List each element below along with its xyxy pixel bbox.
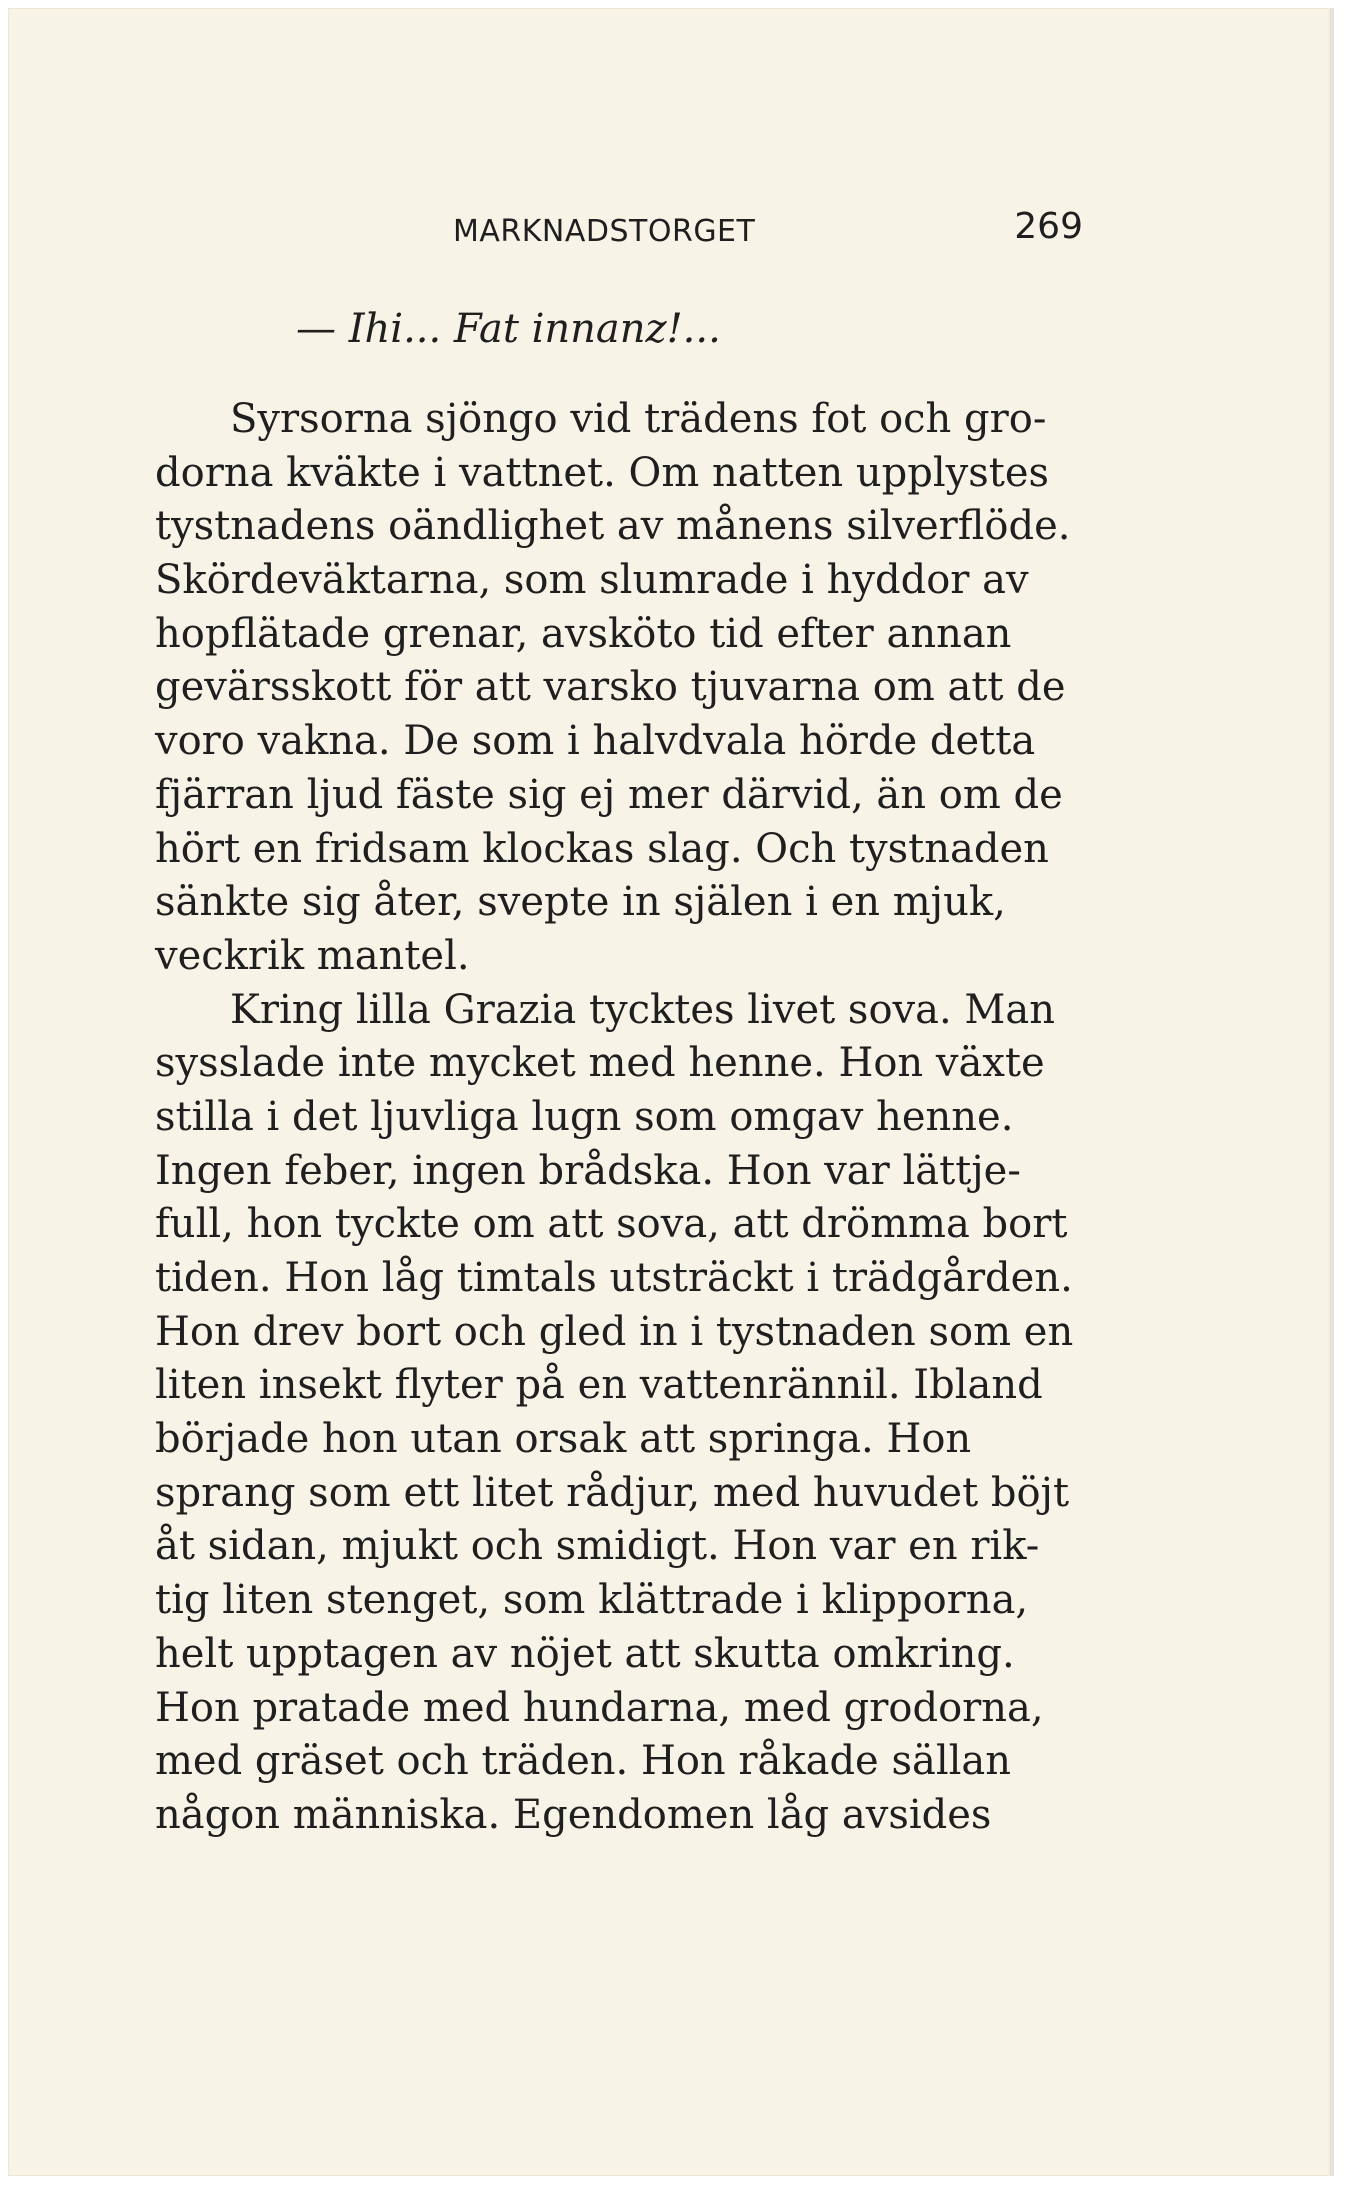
text-line: sprang som ett litet rådjur, med huvudet böjt (155, 1469, 1070, 1516)
page-number: 269 (1014, 206, 1083, 247)
text-line: full, hon tyckte om att sova, att drömma bort (155, 1201, 1068, 1248)
text-line: tig liten stenget, som klättrade i klipporna, (155, 1577, 1029, 1624)
text-line: med gräset och träden. Hon råkade sällan (155, 1738, 1012, 1785)
text-line: dorna kväkte i vattnet. Om natten upplystes (155, 449, 1050, 496)
running-head: MARKNADSTORGET (453, 214, 756, 249)
text-line: började hon utan orsak att springa. Hon (155, 1416, 972, 1463)
text-line: åt sidan, mjukt och smidigt. Hon var en rik- (155, 1523, 1040, 1570)
text-line: tystnadens oändlighet av månens silverflöde. (155, 503, 1071, 550)
book-page (8, 8, 1330, 2176)
text-line: någon människa. Egendomen låg avsides (155, 1791, 992, 1838)
dialogue-line: — Ihi... Fat innanz!... (296, 306, 721, 352)
text-line: voro vakna. De som i halvdvala hörde detta (155, 718, 1036, 765)
text-line: Hon drev bort och gled in i tystnaden som en (155, 1308, 1074, 1355)
text-line: Skördeväktarna, som slumrade i hyddor av (155, 557, 1029, 604)
paragraph-1 (155, 393, 1095, 984)
text-line: Hon pratade med hundarna, med grodorna, (155, 1684, 1044, 1731)
text-line: Ingen feber, ingen brådska. Hon var lättje- (155, 1147, 1021, 1194)
text-line: gevärsskott för att varsko tjuvarna om att de (155, 664, 1066, 711)
text-line: veckrik mantel. (155, 932, 470, 979)
text-line: sysslade inte mycket med henne. Hon växte (155, 1040, 1045, 1087)
text-line: fjärran ljud fäste sig ej mer därvid, än om de (155, 771, 1063, 818)
page-header (153, 208, 1083, 258)
text-line: tiden. Hon låg timtals utsträckt i trädgården. (155, 1255, 1073, 1301)
text-line: liten insekt flyter på en vattenrännil. Ibland (155, 1362, 1043, 1409)
text-line: hört en fridsam klockas slag. Och tystnaden (155, 825, 1049, 872)
text-line: stilla i det ljuvliga lugn som omgav henne. (155, 1093, 1014, 1140)
text-line: Syrsorna sjöngo vid trädens fot och gro- (230, 396, 1047, 442)
text-line: sänkte sig åter, svepte in själen i en mjuk, (155, 879, 1006, 926)
page-edge (1330, 8, 1334, 2176)
body-text (155, 393, 1095, 1843)
text-line: hopflätade grenar, avsköto tid efter annan (155, 610, 1012, 657)
paragraph-2 (155, 984, 1095, 1843)
text-line: Kring lilla Grazia tycktes livet sova. Man (230, 986, 1055, 1033)
text-line: helt upptagen av nöjet att skutta omkring. (155, 1630, 1015, 1677)
